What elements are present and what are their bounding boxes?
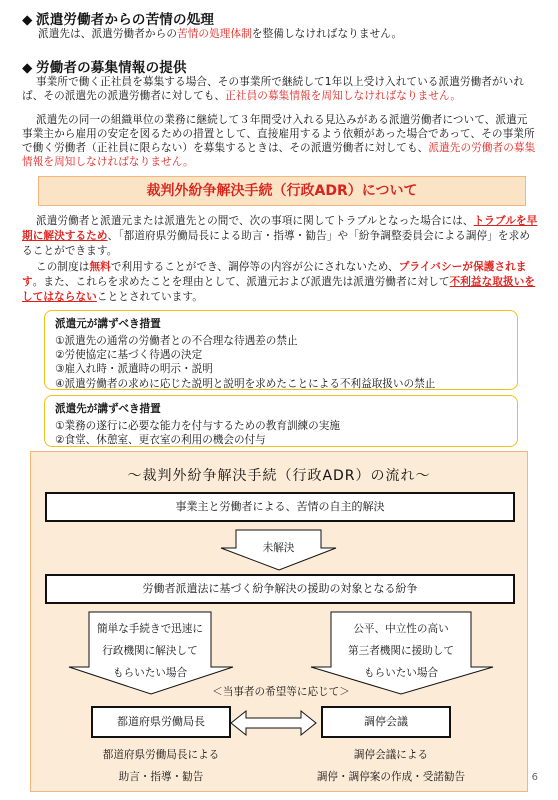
emphasis-text: プライバシーが保護されます [22,261,527,288]
flow-box-label: 調停会議 [364,715,408,728]
section-body [38,27,538,41]
mediation-box [321,706,451,738]
text: で利用することができ、調停等の内容が公にされないため、 [110,261,399,273]
flow-box-label: 都道府県労働局長 [117,715,205,728]
emphasis-text: 苦情の処理体制 [177,28,252,40]
arrow-text-line: 第三者機関に援助して [348,645,454,657]
emphasis-text: トラブルを早期に解決するため [22,215,538,242]
list-item: ②食堂、休憩室、更衣室の利用の機会の付与 [55,434,266,447]
result-line: 都道府県労働局長による [102,749,220,761]
right-arrow-text [331,618,471,684]
list-item: ②労使協定に基づく待遇の決定 [55,349,203,362]
banner-title: 裁判外紛争解決手続（行政ADR）について [146,183,418,199]
flow-title: ～裁判外紛争解決手続（行政ADR）の流れ～ [127,468,431,484]
labor-bureau-box [91,706,231,738]
arrow-text-line: 公平、中立性の高い [353,623,449,635]
result-line: 調停・調停案の作成・受諾勧告 [316,771,466,783]
box-title: 派遣先が講ずべき措置 [55,403,161,415]
origin-measures-box [44,310,518,390]
flow-step-dispute [45,574,515,604]
page-number: 6 [531,772,538,783]
text: 派遣労働者と派遣元または派遣先との間で、次の事項に関してトラブルとなった場合には、 [36,215,474,227]
adr-banner [38,176,526,206]
emphasis-text: 不利益な取扱いをしてはならない [22,276,536,303]
list-item: ①派遣先の通常の労働者との不合理な待遇差の禁止 [55,335,298,347]
text: 派遣先は、派遣労働者からの [38,28,178,40]
flow-step-self-resolution [45,492,515,522]
text: こととされています。 [96,291,203,303]
flow-step-label: 事業主と労働者による、苦情の自主的解決 [175,500,385,513]
emphasis-text: 派遣先の労働者の募集情報を周知しなければなりません。 [22,142,536,168]
result-line: 助言・指導・勧告 [118,771,204,783]
emphasis-text: 無料 [89,261,111,273]
section-title: 派遣労働者からの苦情の処理 [36,12,215,28]
list-item: ③雇入れ時・派遣時の明示・説明 [55,363,213,376]
adr-flow-diagram [30,451,528,792]
list-item: ④派遣労働者の求めに応じた説明と説明を求めたことによる不利益取扱いの禁止 [55,377,436,390]
flow-step-label: 労働者派遣法に基づく紛争解決の援助の対象となる紛争 [142,582,418,595]
text: 。また、これらを求めたことを理由として、派遣元および派遣先は派遣労働者に対して [32,276,450,288]
labor-bureau-result [61,744,261,788]
double-arrow-icon [231,711,316,735]
emphasis-text: 正社員の募集情報を周知しなければなりません。 [225,90,462,102]
text: 、「都道府県労働局長による助言・指導・勧告」や「紛争調整委員会による調停」を求めることができます。 [22,230,531,257]
result-line: 調停会議による [353,749,429,761]
box-title: 派遣元が講ずべき措置 [55,318,161,330]
text: 派遣先の同一の組織単位の業務に継続して３年間受け入れる見込みがある派遣労働者について、派遣元事業主から雇用の安定を図るための措置として、直接雇用するよう依頼があった場合であって、その事業所で働く労働者（正社員に限らない）を募集するときは、その派遣労働者に対しても、 [22,114,535,154]
adr-intro-paragraph-2 [22,260,538,305]
diamond-bullet-icon: ◆ [22,12,33,28]
destination-measures-box [44,395,518,447]
list-item: ①業務の遂行に必要な能力を付与するための教育訓練の実施 [55,420,340,432]
arrow-text-line: もらいたい場合 [363,667,439,679]
recruitment-paragraph-1 [22,75,538,103]
section-heading-recruitment [22,56,187,76]
arrow-text-line: 簡単な手続きで迅速に [97,623,203,635]
section-title: 労働者の募集情報の提供 [36,60,187,76]
adr-intro-paragraph-1 [22,214,538,259]
left-arrow-text [89,618,211,684]
wish-label: ＜当事者の希望等に応じて＞ [212,686,350,698]
recruitment-paragraph-2 [22,113,538,169]
arrow-text-line: 行政機関に解決して [102,645,198,657]
section-heading-complaints [22,8,214,28]
text: 事業所で働く正社員を募集する場合、その事業所で継続して1年以上受け入れている派遣労働者がいれば、その派遣先の派遣労働者に対しても、 [22,76,525,102]
diamond-bullet-icon: ◆ [22,60,33,76]
text: この制度は [36,261,90,273]
unresolved-label: 未解決 [262,542,295,554]
mediation-result [291,744,491,788]
arrow-text-line: もらいたい場合 [112,667,188,679]
text: を整備しなければなりません。 [251,28,403,40]
